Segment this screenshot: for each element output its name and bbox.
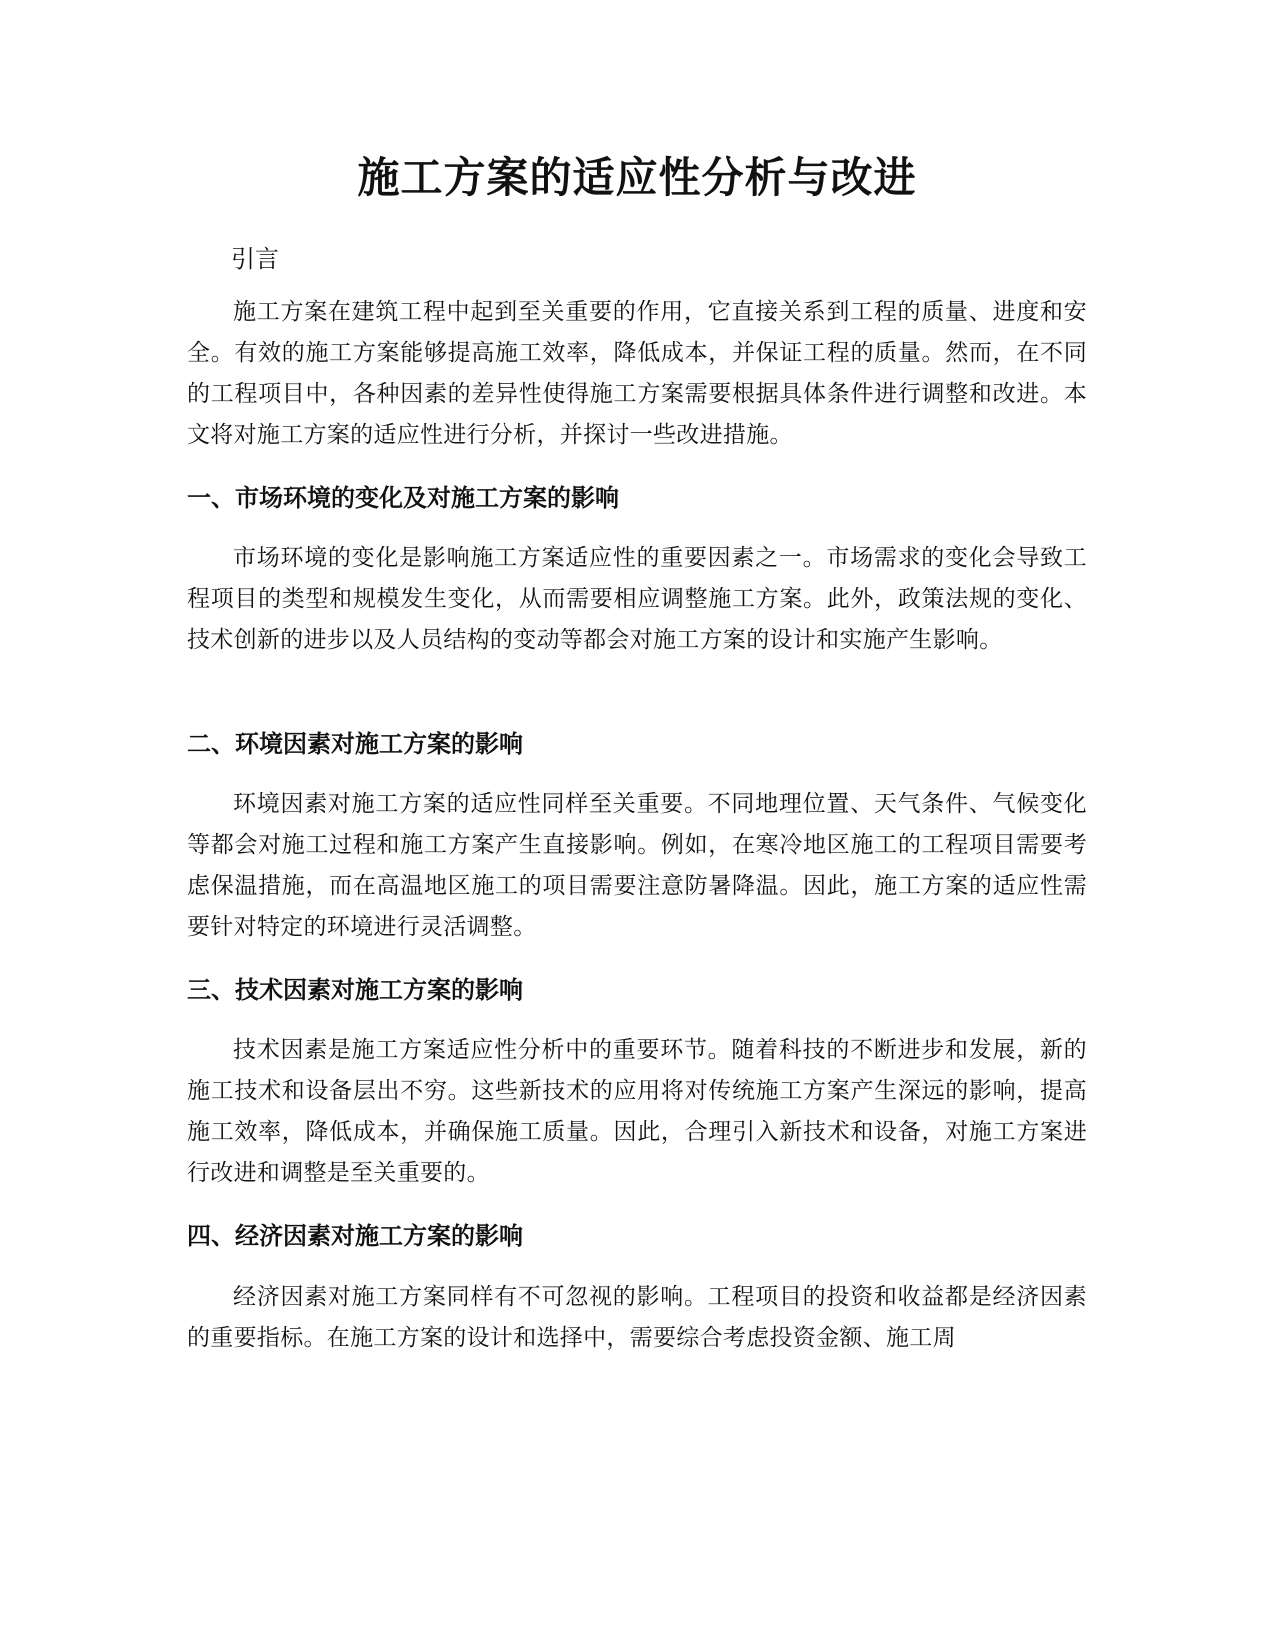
section-paragraph-4: 经济因素对施工方案同样有不可忽视的影响。工程项目的投资和收益都是经济因素的重要指标。在施工方案的设计和选择中，需要综合考虑投资金额、施工周 [187,1284,1087,1351]
section-paragraph-1: 市场环境的变化是影响施工方案适应性的重要因素之一。市场需求的变化会导致工程项目的类型和规模发生变化，从而需要相应调整施工方案。此外，政策法规的变化、技术创新的进步以及人员结构的变动等都会对施工方案的设计和实施产生影响。 [187,545,1087,653]
section-heading-3: 三、技术因素对施工方案的影响 [187,976,523,1004]
section-heading-4: 四、经济因素对施工方案的影响 [187,1222,523,1250]
intro-label: 引言 [231,245,279,273]
section-paragraph-2: 环境因素对施工方案的适应性同样至关重要。不同地理位置、天气条件、气候变化等都会对施工过程和施工方案产生直接影响。例如，在寒冷地区施工的工程项目需要考虑保温措施，而在高温地区施工的项目需要注意防暑降温。因此，施工方案的适应性需要针对特定的环境进行灵活调整。 [187,791,1087,940]
document-title: 施工方案的适应性分析与改进 [357,153,917,202]
section-paragraph-3: 技术因素是施工方案适应性分析中的重要环节。随着科技的不断进步和发展，新的施工技术和设备层出不穷。这些新技术的应用将对传统施工方案产生深远的影响，提高施工效率，降低成本，并确保施工质量。因此，合理引入新技术和设备，对施工方案进行改进和调整是至关重要的。 [187,1037,1087,1186]
section-heading-2: 二、环境因素对施工方案的影响 [187,730,523,758]
section-heading-1: 一、市场环境的变化及对施工方案的影响 [187,484,619,512]
intro-paragraph: 施工方案在建筑工程中起到至关重要的作用，它直接关系到工程的质量、进度和安全。有效的施工方案能够提高施工效率，降低成本，并保证工程的质量。然而，在不同的工程项目中，各种因素的差异性使得施工方案需要根据具体条件进行调整和改进。本文将对施工方案的适应性进行分析，并探讨一些改进措施。 [187,299,1087,448]
